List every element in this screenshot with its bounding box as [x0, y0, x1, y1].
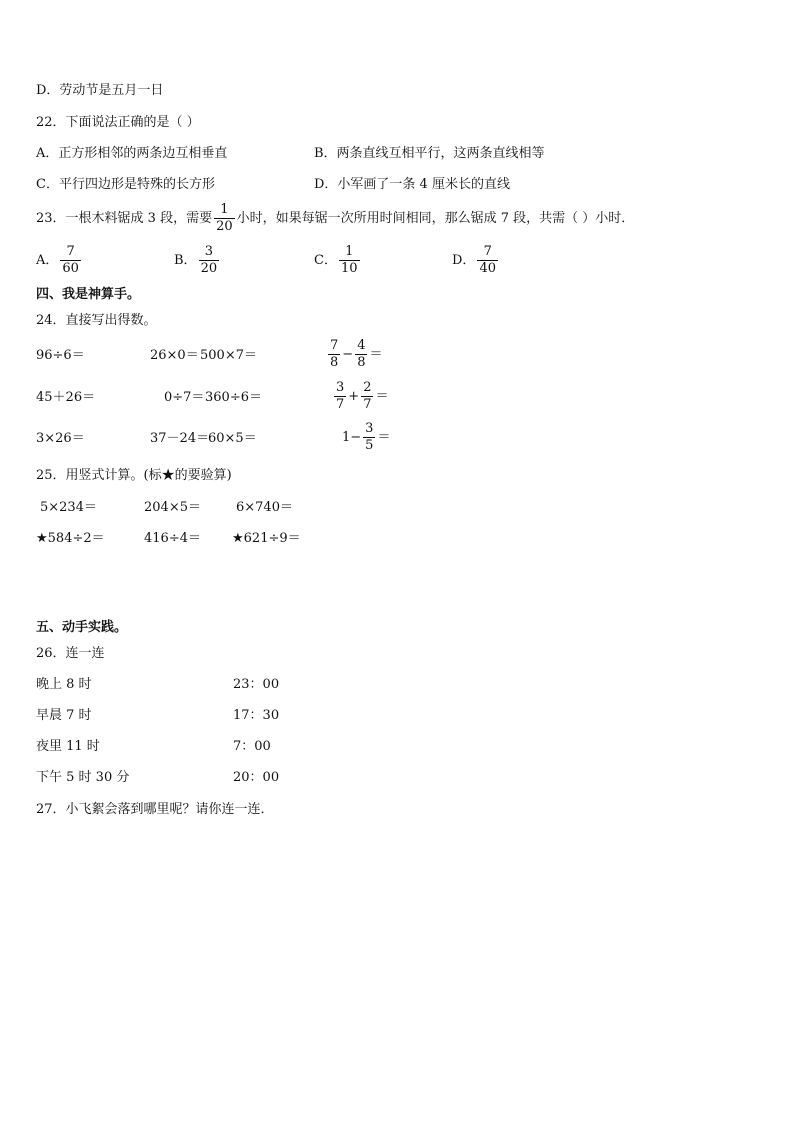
option-label: B．	[174, 252, 197, 268]
fraction-denominator: 20	[216, 219, 233, 234]
q24-r2-c: 360÷6＝	[205, 390, 262, 405]
fraction-denominator: 8	[357, 355, 366, 370]
q26-right-item: 23：00	[233, 677, 280, 692]
q21-option-d: D．劳动节是五月一日	[36, 83, 164, 98]
fraction	[334, 380, 346, 413]
section-4-title: 四、我是神算手。	[36, 287, 141, 302]
fraction-denominator: 7	[363, 397, 372, 412]
q23-option-c	[314, 244, 362, 277]
q24-r3-a: 3×26＝	[36, 431, 85, 446]
q24-r1-a: 96÷6＝	[36, 348, 85, 363]
operator: −	[342, 346, 354, 362]
q22-option-d: D．小军画了一条 4 厘米长的直线	[314, 177, 510, 192]
fraction-numerator: 7	[483, 244, 492, 259]
q22-option-a: A．正方形相邻的两条边互相垂直	[36, 146, 228, 161]
option-fraction	[477, 244, 498, 277]
option-fraction	[199, 244, 220, 277]
q24-r2-fraction-expr	[332, 380, 388, 413]
q26-left-item: 下午 5 时 30 分	[36, 770, 130, 785]
fraction-denominator: 8	[330, 355, 339, 370]
q26-right-item: 7：00	[233, 739, 271, 754]
q26-stem: 26．连一连	[36, 646, 105, 661]
option-label: D．	[452, 252, 476, 268]
fraction	[355, 338, 367, 371]
q24-r1-b: 26×0＝	[150, 348, 199, 363]
fraction-denominator: 5	[365, 438, 374, 453]
section-5-title: 五、动手实践。	[36, 620, 128, 635]
fraction-numerator: 1	[345, 244, 354, 259]
fraction	[361, 380, 373, 413]
equals: ＝	[375, 388, 389, 404]
q26-right-item: 20：00	[233, 770, 280, 785]
option-label: C．	[314, 252, 337, 268]
q23-stem-fraction	[214, 202, 235, 235]
q23-stem-after: 小时，如果每锯一次所用时间相同，那么锯成 7 段，共需（ ）小时．	[236, 210, 635, 226]
q22-stem: 22．下面说法正确的是（ ）	[36, 115, 200, 130]
q24-r3-fraction-expr	[342, 421, 390, 454]
q24-r3-c: 60×5＝	[208, 431, 257, 446]
fraction-numerator: 3	[204, 244, 213, 259]
q24-r1-c: 500×7＝	[200, 348, 257, 363]
equals: ＝	[369, 346, 383, 362]
fraction-numerator: 2	[363, 380, 372, 395]
fraction-numerator: 3	[365, 421, 374, 436]
q22-option-b: B．两条直线互相平行，这两条直线相等	[314, 146, 545, 161]
operand: 1−	[342, 429, 362, 445]
fraction	[328, 338, 340, 371]
q23-option-d	[452, 244, 500, 277]
q25-r2-b: 416÷4＝	[144, 531, 201, 546]
q25-r2-c: ★621÷9＝	[232, 531, 301, 546]
q22-option-c: C．平行四边形是特殊的长方形	[36, 177, 215, 192]
q25-r1-a: 5×234＝	[40, 500, 97, 515]
option-fraction	[60, 244, 81, 277]
equals: ＝	[377, 429, 391, 445]
q25-r1-b: 204×5＝	[144, 500, 201, 515]
option-label: A．	[36, 252, 59, 268]
q23-option-a	[36, 244, 83, 277]
fraction-numerator: 4	[357, 338, 366, 353]
q26-left-item: 早晨 7 时	[36, 708, 92, 723]
q24-r1-fraction-expr	[326, 338, 382, 371]
q24-r3-b: 37－24＝	[150, 431, 210, 446]
fraction-numerator: 3	[336, 380, 345, 395]
q25-stem: 25．用竖式计算。(标★的要验算)	[36, 468, 232, 483]
q26-left-item: 夜里 11 时	[36, 739, 100, 754]
q27-stem: 27．小飞絮会落到哪里呢？请你连一连．	[36, 802, 274, 817]
q24-r2-a: 45＋26＝	[36, 390, 96, 405]
fraction-denominator: 60	[62, 261, 79, 276]
fraction-numerator: 1	[220, 202, 229, 217]
q25-r1-c: 6×740＝	[236, 500, 293, 515]
q24-r2-b: 0÷7＝	[164, 390, 205, 405]
fraction-denominator: 10	[340, 261, 358, 276]
fraction-numerator: 7	[330, 338, 339, 353]
q23-option-b	[174, 244, 221, 277]
option-fraction	[339, 244, 360, 277]
q24-stem: 24．直接写出得数。	[36, 313, 157, 328]
operator: +	[348, 388, 360, 404]
fraction-denominator: 20	[200, 261, 218, 276]
q26-right-item: 17：30	[233, 708, 280, 723]
q23-stem-before: 23．一根木料锯成 3 段，需要	[36, 210, 213, 226]
q23-stem	[36, 202, 634, 235]
fraction-denominator: 40	[479, 261, 496, 276]
fraction-numerator: 7	[66, 244, 75, 259]
q26-left-item: 晚上 8 时	[36, 677, 92, 692]
fraction	[363, 421, 375, 454]
fraction-denominator: 7	[336, 397, 345, 412]
q25-r2-a: ★584÷2＝	[36, 531, 105, 546]
